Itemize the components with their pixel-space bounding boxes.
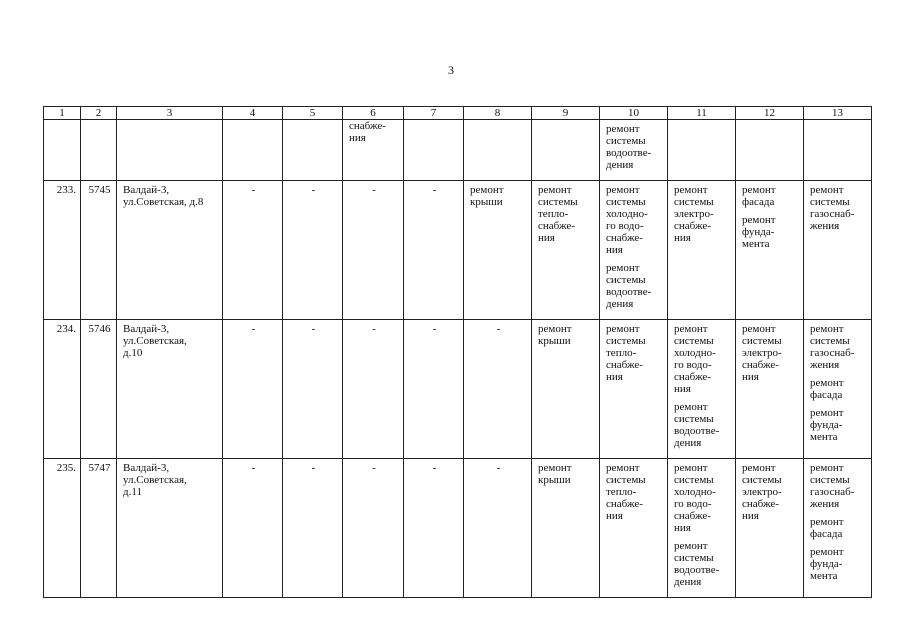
row-number: 234. <box>56 323 76 335</box>
table-cell <box>668 181 736 320</box>
table-cell <box>668 459 736 598</box>
work-entry: ремонт крыши <box>538 323 572 347</box>
table-row <box>44 459 872 598</box>
work-entry: ремонт системы газоснаб- жения <box>810 462 855 510</box>
column-number: 5 <box>283 107 343 120</box>
table-cell <box>736 181 804 320</box>
table-cell <box>223 120 283 181</box>
table-cell <box>81 120 117 181</box>
building-id: 5746 <box>88 323 111 335</box>
table-cell <box>532 120 600 181</box>
column-number: 1 <box>44 107 81 120</box>
table-cell <box>668 320 736 459</box>
table-cell <box>804 120 872 181</box>
dash-value: - <box>311 323 316 335</box>
table-cell <box>404 181 464 320</box>
work-entry: ремонт системы тепло- снабже- ния <box>606 323 646 383</box>
column-number: 9 <box>532 107 600 120</box>
table-cell <box>736 459 804 598</box>
building-address: Валдай-3, ул.Советская, д.8 <box>123 184 204 208</box>
work-entry: ремонт системы водоотве- дения <box>674 401 720 449</box>
dash-value: - <box>311 462 316 474</box>
work-entry: ремонт фунда- мента <box>742 214 776 250</box>
table-cell <box>343 459 404 598</box>
building-id: 5745 <box>88 184 111 196</box>
table-cell <box>600 120 668 181</box>
table-cell <box>44 181 81 320</box>
work-entry: ремонт системы электро- снабже- ния <box>742 323 782 383</box>
table-cell <box>117 320 223 459</box>
work-entry: ремонт системы тепло- снабже- ния <box>538 184 578 244</box>
building-address: Валдай-3, ул.Советская, д.11 <box>123 462 187 498</box>
table-cell <box>283 320 343 459</box>
row-number: 235. <box>56 462 76 474</box>
dash-value: - <box>311 184 316 196</box>
dash-value: - <box>372 323 376 335</box>
table-cell <box>283 181 343 320</box>
column-number: 8 <box>464 107 532 120</box>
table-cell <box>404 320 464 459</box>
building-address: Валдай-3, ул.Советская, д.10 <box>123 323 187 359</box>
dash-value: - <box>372 184 376 196</box>
table-cell <box>804 181 872 320</box>
dash-value: - <box>372 462 376 474</box>
page-number: 3 <box>448 63 454 77</box>
table-cell <box>283 120 343 181</box>
table-cell <box>464 320 532 459</box>
dash-value: - <box>251 184 256 196</box>
column-number: 2 <box>81 107 117 120</box>
column-number: 3 <box>117 107 223 120</box>
column-number: 10 <box>600 107 668 120</box>
table-cell <box>600 320 668 459</box>
table-cell <box>464 181 532 320</box>
table-cell <box>404 120 464 181</box>
table-row <box>44 181 872 320</box>
repair-program-table <box>43 106 872 598</box>
dash-value: - <box>496 323 501 335</box>
table-cell <box>81 459 117 598</box>
table-cell <box>736 120 804 181</box>
dash-value: - <box>432 462 437 474</box>
column-number: 13 <box>804 107 872 120</box>
column-number-row <box>44 107 872 120</box>
table-cell <box>343 181 404 320</box>
work-entry: ремонт системы холодно- го водо- снабже- ния <box>606 184 648 256</box>
table-cell <box>804 459 872 598</box>
table-cell <box>343 320 404 459</box>
table-cell <box>283 459 343 598</box>
work-entry: ремонт системы холодно- го водо- снабже- ния <box>674 323 716 395</box>
table-cell <box>532 459 600 598</box>
row-number: 233. <box>56 184 76 196</box>
dash-value: - <box>251 462 256 474</box>
table-cell <box>343 120 404 181</box>
work-entry: ремонт системы газоснаб- жения <box>810 184 855 232</box>
building-id: 5747 <box>88 462 111 474</box>
work-entry: ремонт фунда- мента <box>810 407 844 443</box>
column-number: 6 <box>343 107 404 120</box>
table-cell <box>736 320 804 459</box>
work-entry: ремонт системы холодно- го водо- снабже- ния <box>674 462 716 534</box>
dash-value: - <box>251 323 256 335</box>
work-entry: ремонт системы водоотве- дения <box>606 123 652 171</box>
work-entry: ремонт системы газоснаб- жения <box>810 323 855 371</box>
table-cell <box>532 320 600 459</box>
column-number: 11 <box>668 107 736 120</box>
work-entry: снабже- ния <box>349 120 386 144</box>
work-entry: ремонт системы водоотве- дения <box>606 262 652 310</box>
column-number: 4 <box>223 107 283 120</box>
table-cell <box>532 181 600 320</box>
work-entry: ремонт системы тепло- снабже- ния <box>606 462 646 522</box>
work-entry: ремонт фасада <box>810 516 844 540</box>
table-cell <box>600 181 668 320</box>
dash-value: - <box>432 323 437 335</box>
table-cell <box>44 120 81 181</box>
table-cell <box>600 459 668 598</box>
table-cell <box>223 181 283 320</box>
continuation-row <box>44 120 872 181</box>
table-cell <box>464 459 532 598</box>
table-row <box>44 320 872 459</box>
table-cell <box>117 181 223 320</box>
table-cell <box>81 320 117 459</box>
column-number: 12 <box>736 107 804 120</box>
table-cell <box>464 120 532 181</box>
table-cell <box>223 320 283 459</box>
table-cell <box>44 320 81 459</box>
work-entry: ремонт системы водоотве- дения <box>674 540 720 588</box>
dash-value: - <box>496 462 501 474</box>
table-cell <box>117 459 223 598</box>
column-number: 7 <box>404 107 464 120</box>
table-cell <box>668 120 736 181</box>
work-entry: ремонт крыши <box>538 462 572 486</box>
work-entry: ремонт системы электро- снабже- ния <box>742 462 782 522</box>
table-cell <box>223 459 283 598</box>
table-cell <box>44 459 81 598</box>
table-cell <box>117 120 223 181</box>
dash-value: - <box>432 184 437 196</box>
work-entry: ремонт фунда- мента <box>810 546 844 582</box>
work-entry: ремонт системы электро- снабже- ния <box>674 184 714 244</box>
table-cell <box>404 459 464 598</box>
work-entry: ремонт фасада <box>742 184 776 208</box>
table-cell <box>81 181 117 320</box>
work-entry: ремонт крыши <box>470 184 504 208</box>
work-entry: ремонт фасада <box>810 377 844 401</box>
table-cell <box>804 320 872 459</box>
